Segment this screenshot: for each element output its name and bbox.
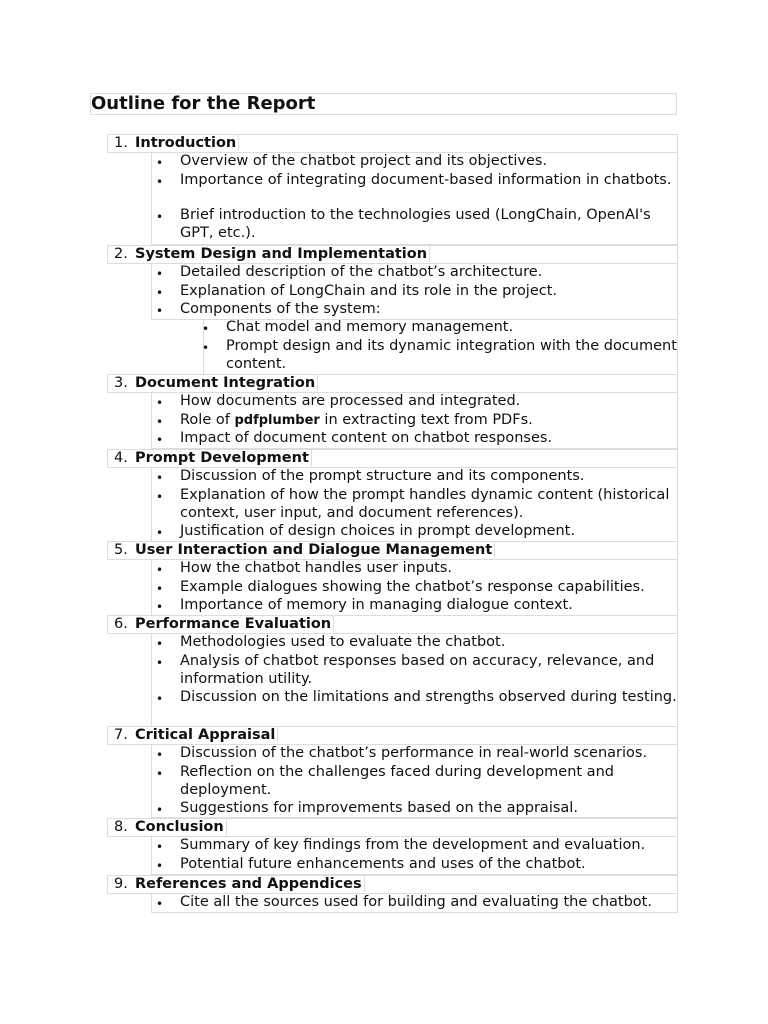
bullet-icon: • [156, 526, 164, 540]
report-title-box [90, 93, 677, 115]
bullet-icon: • [156, 897, 164, 911]
bullet-icon: • [156, 210, 164, 224]
section-number: 5. [114, 542, 128, 558]
section-heading-8 [107, 818, 678, 837]
section-title: System Design and Implementation [135, 245, 430, 262]
report-title: Outline for the Report [91, 93, 316, 114]
section-title: Conclusion [135, 818, 227, 835]
bullet-icon: • [156, 563, 164, 577]
bullet-icon: • [202, 341, 210, 355]
bullet-icon: • [156, 582, 164, 596]
bullet-icon: • [156, 803, 164, 817]
section-4-bullets: • Discussion of the prompt structure and its components. • Explanation of how the prompt handles dynamic content (historical context, user input, and document references). • Justification of design choices in prompt development. [151, 468, 678, 542]
section-title: User Interaction and Dialogue Management [135, 541, 495, 558]
section-6-bullets: • Methodologies used to evaluate the chatbot. • Analysis of chatbot responses based on accuracy, relevance, and information utility. • Discussion on the limitations and strengths observed during testing. [151, 634, 678, 727]
section-5-bullets: • How the chatbot handles user inputs. • Example dialogues showing the chatbot’s response capabilities. • Importance of memory in managing dialogue context. [151, 560, 678, 616]
section-number: 8. [114, 819, 128, 835]
section-2-subbullets: • Chat model and memory management. • Prompt design and its dynamic integration with the document content. [203, 319, 678, 375]
section-heading-4 [107, 449, 678, 468]
bullet-icon: • [156, 748, 164, 762]
code-term: pdfplumber [234, 413, 320, 428]
section-heading-7 [107, 726, 678, 745]
section-9-bullets: • Cite all the sources used for building and evaluating the chatbot. [151, 894, 678, 913]
section-number: 3. [114, 375, 128, 391]
section-number: 9. [114, 876, 128, 892]
bullet-icon: • [156, 859, 164, 873]
bullet-icon: • [202, 322, 210, 336]
section-7-bullets: • Discussion of the chatbot’s performance in real-world scenarios. • Reflection on the challenges faced during development and deployment. • Suggestions for improvements based on the appraisal. [151, 745, 678, 818]
bullet-icon: • [156, 637, 164, 651]
bullet-icon: • [156, 840, 164, 854]
bullet-icon: • [156, 396, 164, 410]
section-title: Critical Appraisal [135, 726, 278, 743]
bullet-icon: • [156, 692, 164, 706]
section-3-bullets: • How documents are processed and integrated. • Role of pdfplumber in extracting text from PDFs. • Impact of document content on chatbot responses. [151, 393, 678, 449]
bullet-icon: • [156, 471, 164, 485]
section-1-bullets: • Overview of the chatbot project and its objectives. • Importance of integrating document-based information in chatbots. • Brief introduction to the technologies used (LongChain, OpenAI's GPT, etc.). [151, 153, 678, 245]
section-title: References and Appendices [135, 875, 365, 892]
section-heading-1 [107, 134, 678, 153]
bullet-icon: • [156, 304, 164, 318]
bullet-icon: • [156, 767, 164, 781]
bullet-icon: • [156, 600, 164, 614]
bullet-icon: • [156, 267, 164, 281]
bullet-icon: • [156, 656, 164, 670]
section-heading-2 [107, 245, 678, 264]
section-number: 7. [114, 727, 128, 743]
section-number: 4. [114, 450, 128, 466]
section-title: Prompt Development [135, 449, 312, 466]
section-heading-6 [107, 615, 678, 634]
section-heading-5 [107, 541, 678, 560]
section-heading-9 [107, 875, 678, 894]
section-8-bullets: • Summary of key findings from the development and evaluation. • Potential future enhancements and uses of the chatbot. [151, 837, 678, 875]
bullet-icon: • [156, 286, 164, 300]
section-number: 1. [114, 135, 128, 151]
section-heading-3 [107, 374, 678, 393]
section-2-bullets: • Detailed description of the chatbot’s architecture. • Explanation of LongChain and its role in the project. • Components of the system: [151, 264, 678, 320]
section-number: 2. [114, 246, 128, 262]
section-number: 6. [114, 616, 128, 632]
bullet-icon: • [156, 415, 164, 429]
bullet-icon: • [156, 490, 164, 504]
section-title: Performance Evaluation [135, 615, 334, 632]
bullet-icon: • [156, 175, 164, 189]
bullet-icon: • [156, 433, 164, 447]
section-title: Introduction [135, 134, 239, 151]
section-title: Document Integration [135, 374, 318, 391]
bullet-icon: • [156, 156, 164, 170]
